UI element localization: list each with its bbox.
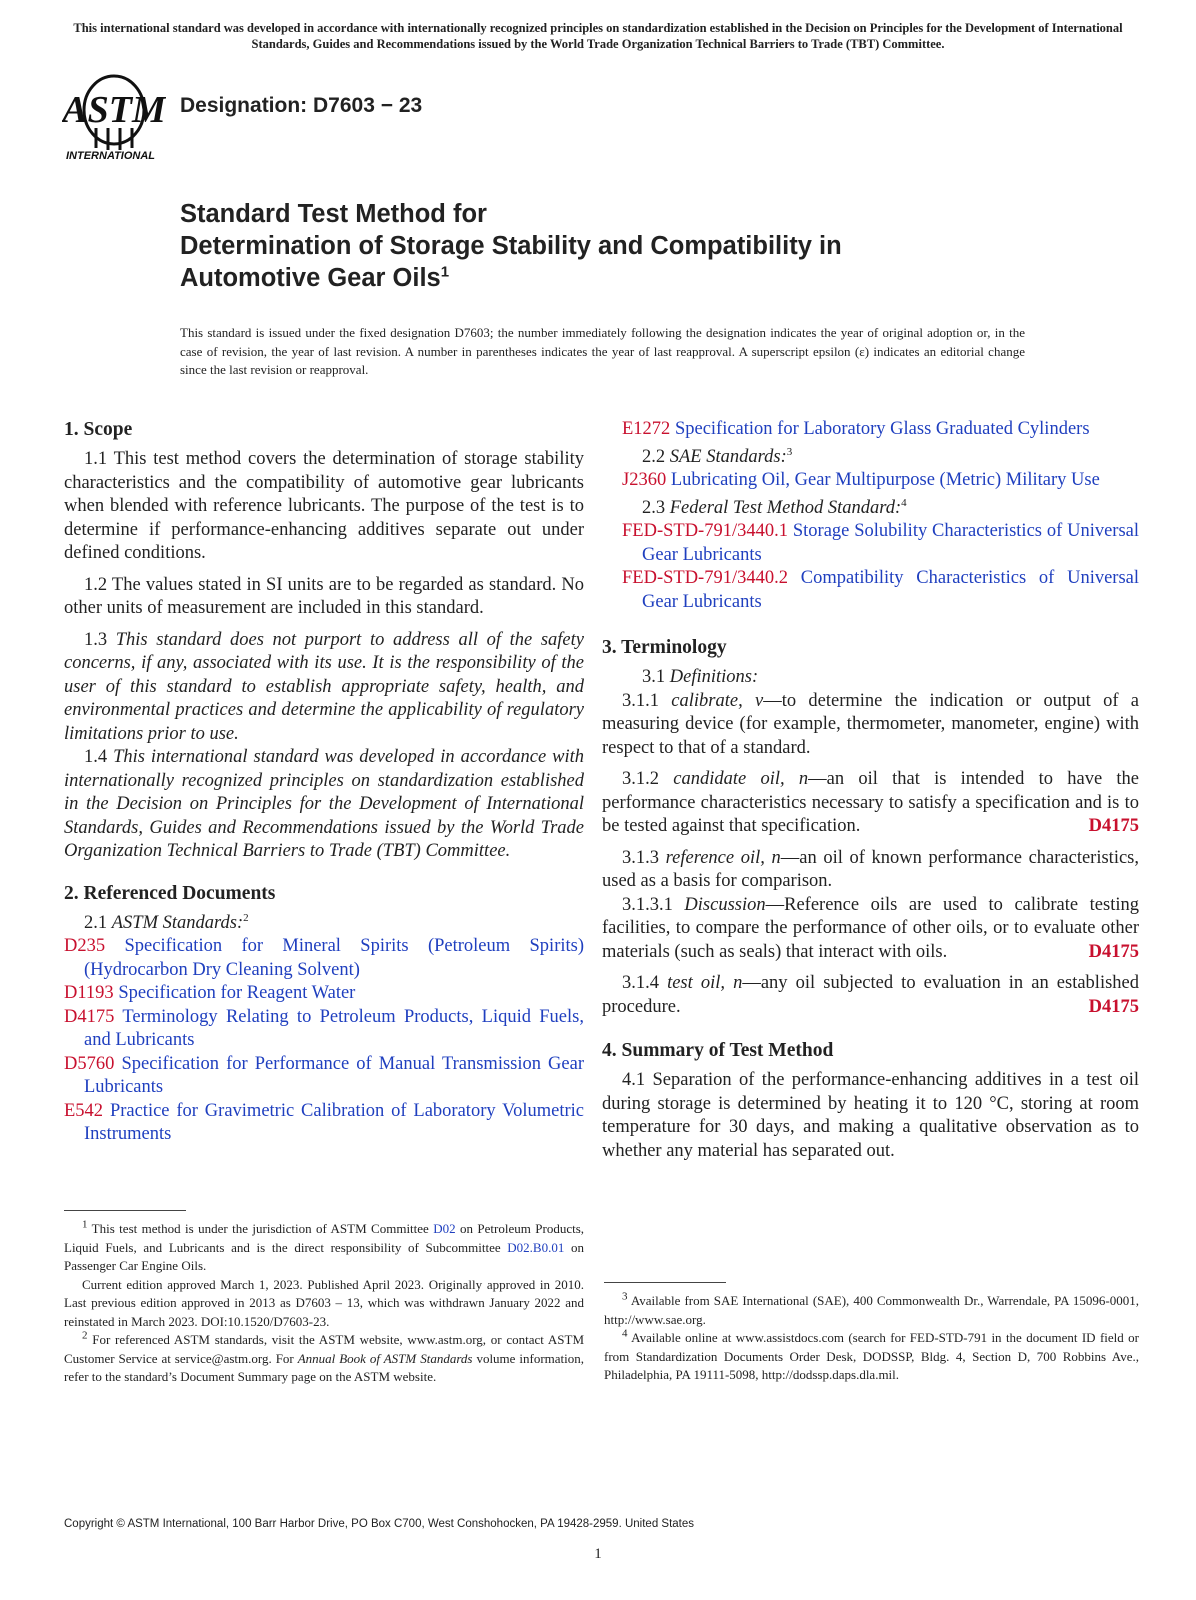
summary-heading: 4. Summary of Test Method: [602, 1040, 834, 1061]
ref-d4175[interactable]: D4175 Terminology Relating to Petroleum Products, Liquid Fuels, and Lubricants: [64, 1006, 584, 1050]
ref-d235[interactable]: D235 Specification for Mineral Spirits (Petroleum Spirits) (Hydrocarbon Dry Cleaning Solvent): [64, 936, 584, 980]
scope-1-3: 1.3 This standard does not purport to address all of the safety concerns, if any, associated with its use. It is the responsibility of the user of this standard to establish appropriate safety, health, and environmental practices and determine the applicability of regulatory limitations prior to use.: [64, 629, 584, 744]
footnote-4: $^4$ Available online at www.assistdocs.com (search for FED-STD-791 in the document ID field or from Standardization Documents Order Desk, DODSSP, Bldg. 4, Section D, 700 Robbins Ave., Philadelphia, PA 19111-5098, http://dodssp.daps.dla.mil.: [604, 1327, 1139, 1382]
ref-tag-d4175[interactable]: D4175: [1088, 996, 1139, 1017]
title-line-3: Automotive Gear Oils$^1$: [180, 263, 450, 292]
ref-tag-d4175[interactable]: D4175: [1088, 941, 1139, 962]
page-number: 1: [594, 1546, 602, 1562]
scope-heading: 1. Scope: [64, 419, 133, 440]
left-column: [64, 418, 584, 1147]
term-candidate-oil: 3.1.2 candidate oil, n—an oil that is intended to have the performance characteristics necessary to satisfy a specification and is to be tested against that specification. D4175: [602, 768, 1139, 839]
copyright-line: Copyright © ASTM International, 100 Barr Harbor Drive, PO Box C700, West Conshohocken, PA 19428-2959. United States: [64, 1518, 695, 1530]
astm-standards-label: 2.1 ASTM Standards:$^2$: [84, 911, 249, 933]
term-reference-oil: 3.1.3 reference oil, n—an oil of known performance characteristics, used as a basis for comparison.: [602, 847, 1139, 891]
footnote-rule-right: [604, 1282, 726, 1283]
term-test-oil: 3.1.4 test oil, n—any oil subjected to evaluation in an established procedure. D4175: [602, 972, 1139, 1019]
scope-1-2: 1.2 The values stated in SI units are to be regarded as standard. No other units of measurement are included in this standard.: [64, 574, 584, 618]
document-title: [180, 198, 1080, 294]
footnote-3: $^3$ Available from SAE International (SAE), 400 Commonwealth Dr., Warrendale, PA 15096-0001, http://www.sae.org.: [604, 1290, 1139, 1327]
link-d02[interactable]: D02: [433, 1221, 456, 1236]
footnote-2: $^2$ For referenced ASTM standards, visit the ASTM website, www.astm.org, or contact ASTM Customer Service at service@astm.org. For Annual Book of ASTM Standards volume information, refer to the standard’s Document Summary page on the ASTM website.: [64, 1329, 585, 1384]
scope-1-1: 1.1 This test method covers the determination of storage stability characteristics and the compatibility of automotive gear lubricants when blended with reference lubricants. The purpose of the test is to determine if performance-enhancing additives separate out under defined conditions.: [64, 449, 584, 563]
footnote-rule-left: [64, 1210, 186, 1211]
ref-fed-std-3440-1[interactable]: FED-STD-791/3440.1 Storage Solubility Characteristics of Universal Gear Lubricants: [622, 521, 1140, 565]
refdocs-heading: 2. Referenced Documents: [64, 882, 276, 904]
term-discussion: 3.1.3.1 Discussion—Reference oils are used to calibrate testing facilities, to compare the performance of other oils, or to evaluate other materials (such as seals) that interact with oils. D4175: [602, 894, 1139, 965]
ref-tag-d4175[interactable]: D4175: [1088, 816, 1139, 836]
footnote-1: $^1$ This test method is under the jurisdiction of ASTM Committee D02 on Petroleum Products, Liquid Fuels, and Lubricants and is the direct responsibility of Subcommittee D02.B0.01 on Passenger Car Engine Oils.: [64, 1218, 585, 1273]
footnotes-left: [64, 1220, 584, 1387]
issuance-note: This standard is issued under the fixed designation D7603; the number immediately following the designation indicates the year of original adoption or, in the case of revision, the year of last revision. A number in parentheses indicates the year of last reapproval. A superscript epsilon (ε) indicates an editorial change since the last revision or reapproval.: [180, 325, 1025, 377]
definitions-label: 3.1 Definitions:: [642, 667, 759, 687]
footnotes-right: [604, 1292, 1139, 1385]
ref-d1193[interactable]: D1193 Specification for Reagent Water: [64, 983, 356, 1003]
svg-text:ASTM: ASTM: [62, 89, 166, 131]
astm-logo: [62, 70, 166, 166]
ref-fed-std-3440-2[interactable]: FED-STD-791/3440.2 Compatibility Characteristics of Universal Gear Lubricants: [622, 568, 1140, 612]
ref-j2360[interactable]: J2360 Lubricating Oil, Gear Multipurpose (Metric) Military Use: [622, 470, 1100, 490]
right-column: [602, 418, 1140, 1163]
summary-4-1: 4.1 Separation of the performance-enhancing additives in a test oil during storage is determined by heating it to 120 °C, storing at room temperature for 30 days, and making a qualitative observation as to whether any material has separated out.: [602, 1070, 1139, 1161]
ref-e1272[interactable]: E1272 Specification for Laboratory Glass Graduated Cylinders: [622, 419, 1090, 439]
designation: Designation: D7603 − 23: [180, 94, 423, 117]
ref-d5760[interactable]: D5760 Specification for Performance of Manual Transmission Gear Lubricants: [64, 1053, 584, 1097]
footnote-1-edition: Current edition approved March 1, 2023. Published April 2023. Originally approved in 2010. Last previous edition approved in 2013 as D7603 – 13, which was withdrawn January 2022 and reinstated in March 2023. DOI:10.1520/D7603-23.: [64, 1276, 584, 1329]
title-footnote-marker: 1: [440, 263, 450, 281]
term-calibrate: 3.1.1 calibrate, v—to determine the indication or output of a measuring device (for example, thermometer, manometer, engine) with respect to that of a standard.: [602, 690, 1139, 758]
title-line-1: Standard Test Method for: [180, 200, 487, 228]
link-d02-b0-01[interactable]: D02.B0.01: [507, 1239, 565, 1255]
federal-standard-label: 2.3 Federal Test Method Standard:$^4$: [642, 496, 907, 518]
header-notice: This international standard was developed in accordance with internationally recognized principles on standardization established in the Decision on Principles for the Development of International Standards, Guides and Recommendations issued by the World Trade Organization Technical Barriers to Trade (TBT) Committee.: [73, 21, 1123, 51]
logo-caption: INTERNATIONAL: [66, 150, 156, 162]
terminology-heading: 3. Terminology: [602, 637, 727, 658]
scope-1-4: 1.4 This international standard was developed in accordance with internationally recognized principles on standardization established in the Decision on Principles for the Development of International Standards, Guides and Recommendations issued by the World Trade Organization Technical Barriers to Trade (TBT) Committee.: [64, 747, 585, 861]
ref-e542[interactable]: E542 Practice for Gravimetric Calibration of Laboratory Volumetric Instruments: [64, 1100, 585, 1144]
title-line-2: Determination of Storage Stability and Compatibility in: [180, 232, 842, 260]
sae-standards-label: 2.2 SAE Standards:$^3$: [642, 445, 793, 467]
